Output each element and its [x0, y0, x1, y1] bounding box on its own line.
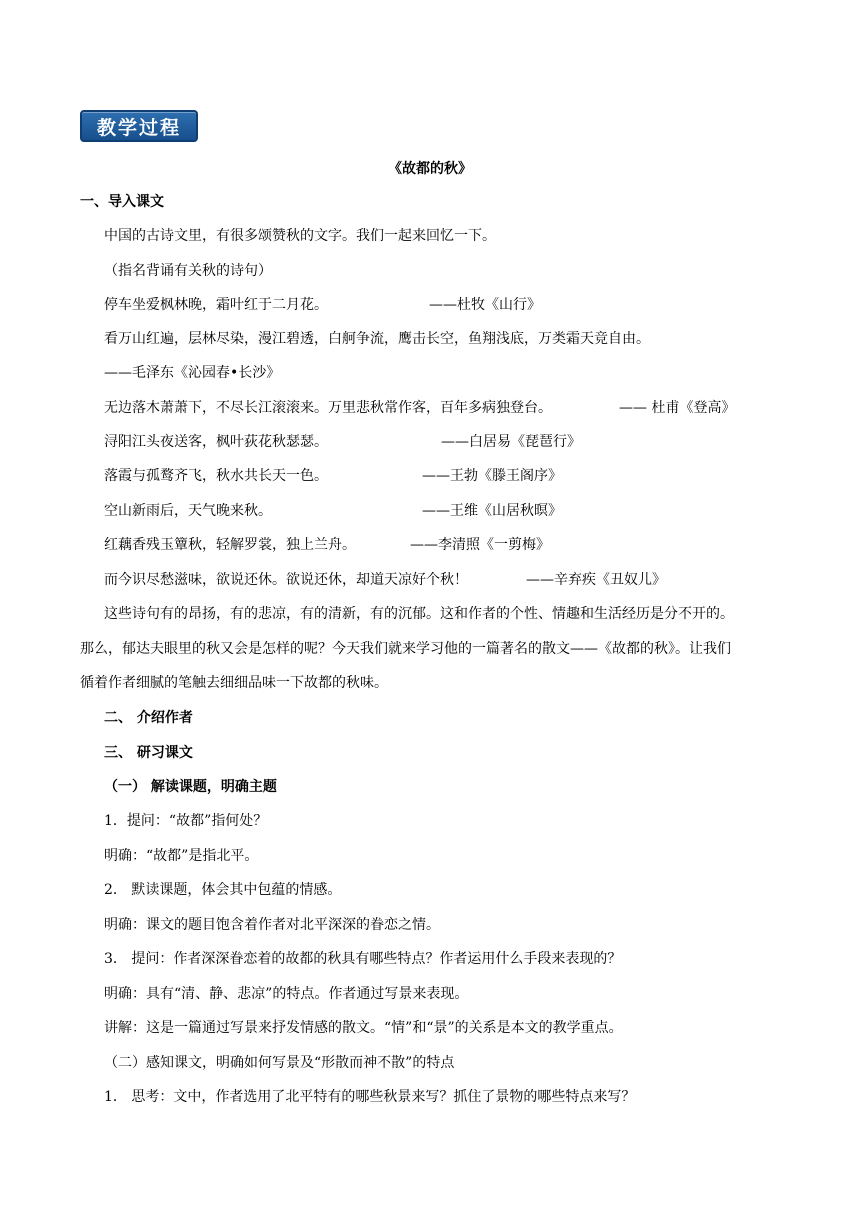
paragraph: 这些诗句有的昂扬，有的悲凉，有的清新，有的沉郁。这和作者的个性、情趣和生活经历是分不开的。 — [104, 606, 734, 622]
explanation: 讲解：这是一篇通过写景来抒发情感的散文。“情”和“景”的关系是本文的教学重点。 — [104, 1020, 623, 1036]
poem-source: —— 杜甫《登高》 — [619, 400, 736, 416]
poem-source: ——毛泽东《沁园春•长沙》 — [104, 365, 281, 381]
section-heading-1: 一、导入课文 — [80, 194, 164, 210]
paragraph: 循着作者细腻的笔触去细细品味一下故都的秋味。 — [80, 675, 388, 691]
poem-line — [104, 432, 804, 452]
document-title: 《故都的秋》 — [388, 161, 472, 177]
section-badge: 教学过程 — [80, 110, 198, 142]
question: 2． 默读课题，体会其中包蕴的情感。 — [104, 882, 342, 898]
section-heading-2: 二、 介绍作者 — [104, 710, 193, 726]
question: 3． 提问：作者深深眷恋着的故都的秋具有哪些特点？作者运用什么手段来表现的？ — [104, 951, 622, 967]
poem-line — [104, 466, 804, 486]
poem-source: ——李清照《一剪梅》 — [410, 537, 550, 553]
question: 1．提问：“故都”指何处？ — [104, 813, 268, 829]
subsection-heading-1: （一） 解读课题，明确主题 — [104, 779, 277, 795]
poem-line — [104, 295, 804, 315]
answer: 明确：具有“清、静、悲凉”的特点。作者通过写景来表现。 — [104, 986, 469, 1002]
paragraph: 那么，郁达夫眼里的秋又会是怎样的呢？今天我们就来学习他的一篇著名的散文——《故都的秋》。让我们 — [80, 641, 731, 657]
poem-text: 停车坐爱枫林晚，霜叶红于二月花。 — [104, 297, 328, 313]
poem-line — [104, 501, 804, 521]
poem-text: 无边落木萧萧下，不尽长江滚滚来。万里悲秋常作客，百年多病独登台。 — [104, 400, 552, 416]
question: 1． 思考：文中，作者选用了北平特有的哪些秋景来写？抓住了景物的哪些特点来写？ — [104, 1089, 636, 1105]
poem-text: 红藕香残玉簟秋，轻解罗裳，独上兰舟。 — [104, 537, 356, 553]
paragraph: 中国的古诗文里，有很多颂赞秋的文字。我们一起来回忆一下。 — [104, 228, 496, 244]
poem-line — [104, 329, 804, 349]
poem-source: ——白居易《琵琶行》 — [441, 434, 581, 450]
poem-source: ——王勃《滕王阁序》 — [422, 468, 562, 484]
subsection-heading-2: （二）感知课文，明确如何写景及“形散而神不散”的特点 — [104, 1055, 455, 1071]
poem-text: 浔阳江头夜送客，枫叶荻花秋瑟瑟。 — [104, 434, 328, 450]
poem-source: ——王维《山居秋暝》 — [422, 503, 562, 519]
poem-text: 而今识尽愁滋味，欲说还休。欲说还休，却道天凉好个秋！ — [104, 572, 468, 588]
poem-text: 看万山红遍，层林尽染，漫江碧透，白舸争流，鹰击长空，鱼翔浅底，万类霜天竞自由。 — [104, 331, 650, 347]
poem-source: ——杜牧《山行》 — [429, 297, 541, 313]
paragraph: （指名背诵有关秋的诗句） — [104, 263, 272, 279]
section-heading-3: 三、 研习课文 — [104, 745, 193, 761]
poem-text: 空山新雨后，天气晚来秋。 — [104, 503, 272, 519]
poem-source: ——辛弃疾《丑奴儿》 — [526, 572, 666, 588]
poem-line — [104, 398, 804, 418]
poem-line — [104, 535, 804, 555]
poem-line — [104, 363, 804, 383]
poem-text: 落霞与孤鹜齐飞，秋水共长天一色。 — [104, 468, 328, 484]
answer: 明确：课文的题目饱含着作者对北平深深的眷恋之情。 — [104, 917, 440, 933]
answer: 明确：“故都”是指北平。 — [104, 848, 259, 864]
poem-line — [104, 570, 804, 590]
